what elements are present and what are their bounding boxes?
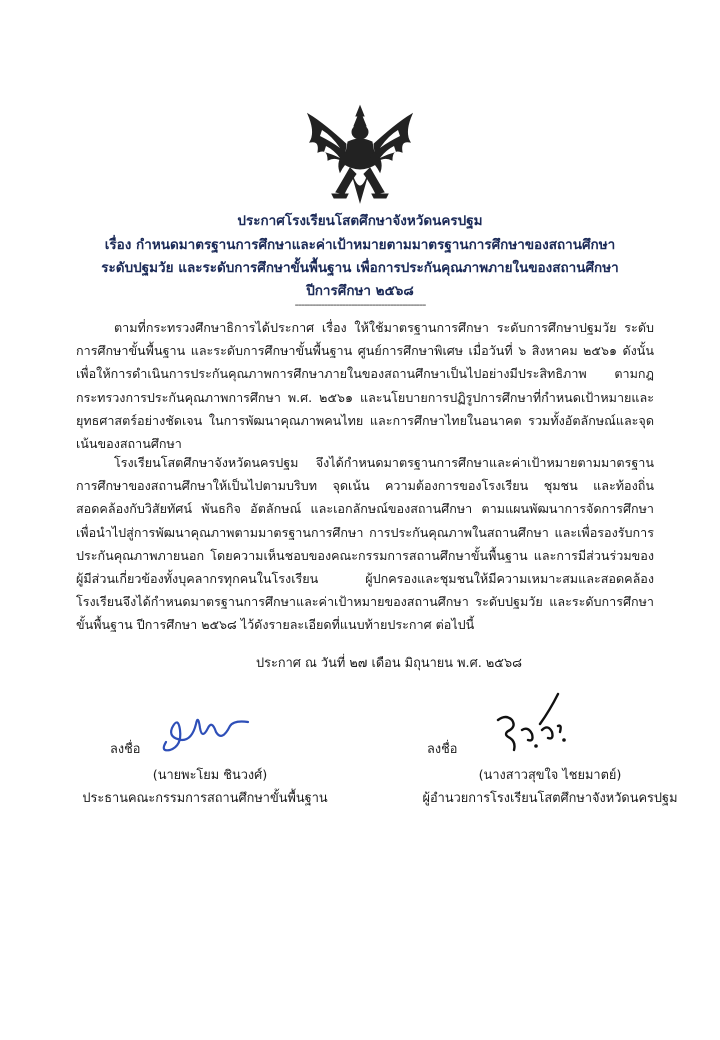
garuda-emblem-icon xyxy=(302,102,418,208)
signer-name-right: (นางสาวสุขใจ ไชยมาตย์) xyxy=(478,768,622,783)
signature-left xyxy=(152,706,262,756)
announcement-date: ประกาศ ณ วันที่ ๒๗ เดือน มิถุนายน พ.ศ. ๒๕๖๘ xyxy=(256,656,522,671)
header-line-2: เรื่อง กำหนดมาตรฐานการศึกษาและค่าเป้าหมายตามมาตรฐานการศึกษาของสถานศึกษา xyxy=(104,237,616,253)
sign-label-right: ลงชื่อ xyxy=(427,742,458,757)
header-line-4: ปีการศึกษา ๒๕๖๘ xyxy=(306,283,414,299)
sign-label-left: ลงชื่อ xyxy=(110,742,141,757)
paragraph-1: ตามที่กระทรวงศึกษาธิการได้ประกาศ เรื่อง ให้ใช้มาตรฐานการศึกษา ระดับการศึกษาปฐมวัย ระดับการศึกษาขั้นพื้นฐาน และระดับการศึกษาขั้นพื้นฐาน ศูนย์การศึกษาพิเศษ เมื่อวันที่ ๖ สิงหาคม ๒๕๖๑ ดังนั้น เพื่อให้การดำเนินการประกันคุณภาพการศึกษาภายในของสถานศึกษาเป็นไปอย่างมีประสิทธิภาพ ตามกฎกระทรวงการประกันคุณภาพการศึกษา พ.ศ. ๒๕๖๑ และนโยบายการปฏิรูปการศึกษาที่กำหนดเป้าหมายและยุทธศาสตร์อย่างชัดเจน ในการพัฒนาคุณภาพคนไทย และการศึกษาไทยในอนาคต รวมทั้งอัตลักษณ์และจุดเน้นของสถานศึกษา xyxy=(76,320,654,452)
header-line-1: ประกาศโรงเรียนโสตศึกษาจังหวัดนครปฐม xyxy=(237,213,483,229)
signer-position-right: ผู้อำนวยการโรงเรียนโสตศึกษาจังหวัดนครปฐม xyxy=(422,791,678,806)
signer-name-left: (นายพะโยม ชินวงศ์) xyxy=(152,768,268,783)
paragraph-2: โรงเรียนโสตศึกษาจังหวัดนครปฐม จึงได้กำหนดมาตรฐานการศึกษาและค่าเป้าหมายตามมาตรฐานการศึกษาของสถานศึกษาให้เป็นไปตามบริบท จุดเน้น ความต้องการของโรงเรียน ชุมชน และท้องถิ่น สอดคล้องกับวิสัยทัศน์ พันธกิจ อัตลักษณ์ และเอกลักษณ์ของสถานศึกษา ตามแผนพัฒนาการจัดการศึกษา เพื่อนำไปสู่การพัฒนาคุณภาพตามมาตรฐานการศึกษา การประกันคุณภาพในสถานศึกษา และเพื่อรองรับการประกันคุณภาพภายนอก โดยความเห็นชอบของคณะกรรมการสถานศึกษาขั้นพื้นฐาน และการมีส่วนร่วมของผู้มีส่วนเกี่ยวข้องทั้งบุคลากรทุกคนในโรงเรียน ผู้ปกครองและชุมชนให้มีความเหมาะสมและสอดคล้อง โรงเรียนจึงได้กำหนดมาตรฐานการศึกษาและค่าเป้าหมายของสถานศึกษา ระดับปฐมวัย และระดับการศึกษาขั้นพื้นฐาน ปีการศึกษา ๒๕๖๘ ไว้ดังรายละเอียดที่แนบท้ายประกาศ ต่อไปนี้ xyxy=(76,455,654,633)
signature-right xyxy=(488,690,584,756)
signer-position-left: ประธานคณะกรรมการสถานศึกษาขั้นพื้นฐาน xyxy=(82,791,328,806)
separator-rule: -------------------------------------------- xyxy=(294,298,426,311)
header-line-3: ระดับปฐมวัย และระดับการศึกษาขั้นพื้นฐาน เพื่อการประกันคุณภาพภายในของสถานศึกษา xyxy=(101,260,619,276)
